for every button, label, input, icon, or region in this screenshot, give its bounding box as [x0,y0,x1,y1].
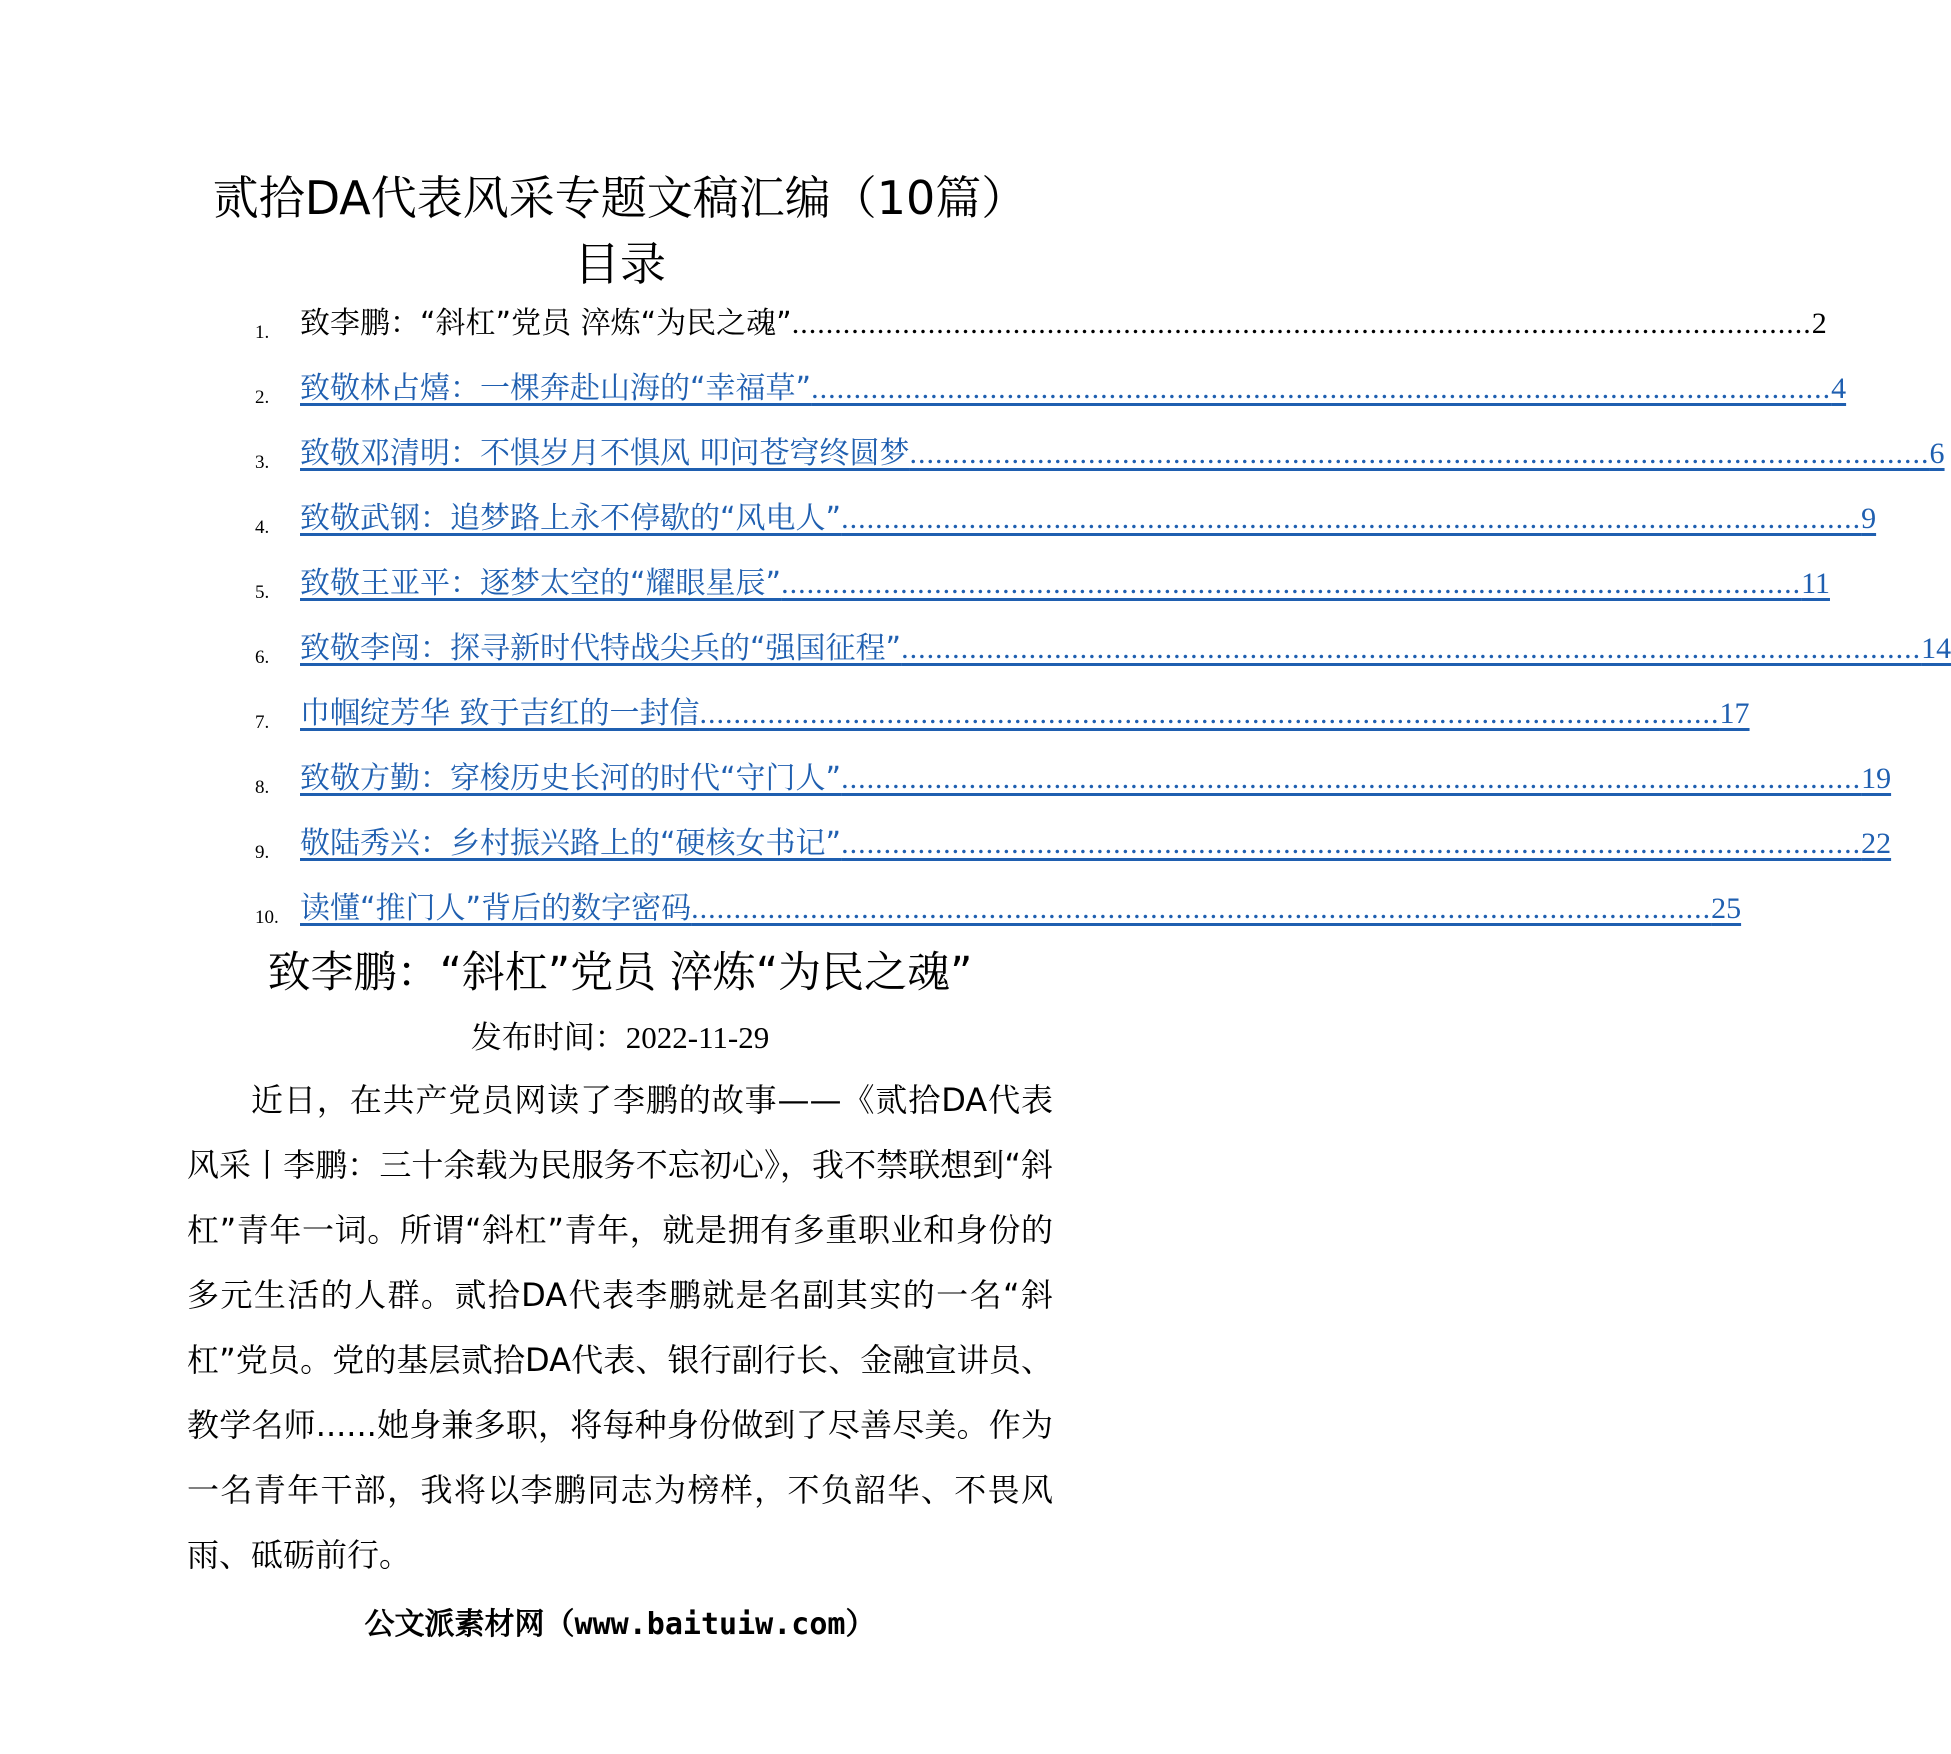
toc-item-page: 11 [1801,567,1830,600]
toc-item-title: 致敬林占熺：一棵奔赴山海的“幸福草” [300,371,812,406]
toc-item-page: 2 [1811,307,1827,340]
toc-item-link[interactable] [300,300,1827,344]
toc-item-number: 7. [255,712,270,733]
toc-item-link[interactable] [300,625,1951,669]
toc-item-title: 致敬王亚平：逐梦太空的“耀眼星辰” [300,566,782,601]
table-of-contents [255,300,1951,950]
toc-leader-dots: ........................................................................................................................ [691,892,1712,925]
toc-leader-dots: ........................................................................................................................ [841,827,1862,860]
toc-item-title: 敬陆秀兴：乡村振兴路上的“硬核女书记” [300,826,842,861]
toc-item [255,625,1951,690]
date-value: 2022-11-29 [625,1020,770,1055]
toc-item-link[interactable] [300,885,1742,929]
toc-item-number: 5. [255,582,270,603]
toc-item-page: 14 [1921,632,1951,665]
toc-item [255,365,1847,430]
toc-item-page: 22 [1861,827,1892,860]
toc-item [255,300,1827,365]
toc-leader-dots: ........................................................................................................................ [901,632,1922,665]
toc-leader-dots: ........................................................................................................................ [909,437,1930,470]
toc-item [255,755,1892,820]
toc-item [255,885,1742,950]
toc-item-title: 致敬武钢：追梦路上永不停歇的“风电人” [300,501,842,536]
footer-watermark [0,1605,1240,1645]
toc-item [255,430,1945,495]
toc-heading: 目录 [574,237,666,291]
toc-item-title: 致敬邓清明：不惧岁月不惧风 叩问苍穹终圆梦 [300,436,910,471]
toc-item-number: 9. [255,842,270,863]
toc-item-number: 8. [255,777,270,798]
toc-item-page: 17 [1719,697,1750,730]
toc-item-number: 1. [255,322,270,343]
toc-item-page: 25 [1711,892,1742,925]
toc-item-link[interactable] [300,690,1750,734]
toc-leader-dots: ........................................................................................................................ [699,697,1720,730]
toc-item-page: 6 [1929,437,1945,470]
toc-item-link[interactable] [300,430,1945,474]
toc-item-page: 4 [1831,372,1847,405]
toc-item-link[interactable] [300,820,1892,864]
toc-item-number: 4. [255,517,270,538]
toc-item-title: 巾帼绽芳华 致于吉红的一封信 [300,696,700,731]
toc-item-page: 9 [1861,502,1877,535]
toc-item-number: 2. [255,387,270,408]
toc-leader-dots: ........................................................................................................................ [791,307,1812,340]
toc-item-number: 3. [255,452,270,473]
toc-leader-dots: ........................................................................................................................ [781,567,1802,600]
article-date [0,1018,1240,1058]
toc-item-link[interactable] [300,755,1892,799]
toc-item [255,495,1877,560]
toc-leader-dots: ........................................................................................................................ [811,372,1832,405]
document-title: 贰拾DA代表风采专题文稿汇编（10篇） [212,171,1028,225]
toc-item-link[interactable] [300,495,1877,539]
article-title: 致李鹏：“斜杠”党员 淬炼“为民之魂” [267,948,973,998]
footer-site-url: （www.baituiw.com） [544,1607,876,1642]
toc-leader-dots: ........................................................................................................................ [841,502,1862,535]
toc-item-title: 致敬李闯：探寻新时代特战尖兵的“强国征程” [300,631,902,666]
toc-item-link[interactable] [300,365,1847,409]
toc-item-link[interactable] [300,560,1830,604]
toc-leader-dots: ........................................................................................................................ [841,762,1862,795]
toc-item [255,560,1830,625]
toc-item-number: 10. [255,907,279,928]
footer-site-name: 公文派素材网 [364,1607,545,1642]
toc-item-title: 致敬方勤：穿梭历史长河的时代“守门人” [300,761,842,796]
toc-item-page: 19 [1861,762,1892,795]
toc-item [255,820,1892,885]
toc-item [255,690,1750,755]
toc-item-title: 读懂“推门人”背后的数字密码 [300,891,692,926]
toc-item-title: 致李鹏：“斜杠”党员 淬炼“为民之魂” [300,306,792,341]
toc-item-number: 6. [255,647,270,668]
article-body: 近日，在共产党员网读了李鹏的故事——《贰拾DA代表风采丨李鹏：三十余载为民服务不忘初心》，我不禁联想到“斜杠”青年一词。所谓“斜杠”青年，就是拥有多重职业和身份的多元生活的人群。贰拾DA代表李鹏就是名副其实的一名“斜杠”党员。党的基层贰拾DA代表、银行副行长、金融宣讲员、教学名师......她身兼多职，将每种身份做到了尽善尽美。作为一名青年干部，我将以李鹏同志为榜样，不负韶华、不畏风雨、砥砺前行。 [187,1081,1053,1574]
date-label: 发布时间： [470,1020,626,1056]
